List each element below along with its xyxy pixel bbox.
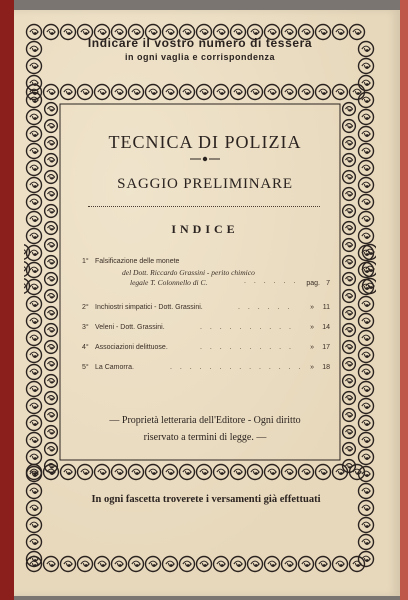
toc-number: 2° bbox=[82, 304, 89, 311]
toc-page: 7 bbox=[326, 280, 330, 287]
toc-number: 4° bbox=[82, 344, 89, 351]
rose-ornament bbox=[45, 307, 58, 320]
rose-ornament bbox=[350, 25, 365, 40]
rose-ornament bbox=[129, 465, 144, 480]
rose-ornament bbox=[343, 239, 356, 252]
rose-ornament bbox=[27, 297, 42, 312]
toc-page: 14 bbox=[322, 324, 330, 331]
rose-ornament bbox=[45, 171, 58, 184]
rose-ornament bbox=[350, 85, 365, 100]
membership-notice-line2: in ogni vaglia e corrispondenza bbox=[124, 52, 276, 62]
rose-ornament bbox=[343, 443, 356, 456]
rose-ornament bbox=[27, 348, 42, 363]
rose-ornament bbox=[78, 85, 93, 100]
rose-ornament bbox=[27, 42, 42, 57]
rose-ornament bbox=[27, 416, 42, 431]
rose-ornament bbox=[343, 290, 356, 303]
rose-ornament bbox=[45, 358, 58, 371]
rose-ornament bbox=[214, 465, 229, 480]
rose-ornament bbox=[343, 273, 356, 286]
rose-ornament bbox=[359, 433, 374, 448]
rose-ornament bbox=[45, 443, 58, 456]
rose-ornament bbox=[163, 85, 178, 100]
page-subtitle: SAGGIO PRELIMINARE bbox=[117, 176, 293, 192]
rose-ornament bbox=[27, 433, 42, 448]
toc-page: 18 bbox=[322, 364, 330, 371]
rose-border bbox=[24, 22, 376, 574]
rose-ornament bbox=[27, 110, 42, 125]
rose-ornament bbox=[27, 535, 42, 550]
rose-ornament bbox=[359, 518, 374, 533]
toc-page-label: » bbox=[310, 324, 314, 331]
toc-number: 5° bbox=[82, 364, 89, 371]
rose-ornament bbox=[343, 409, 356, 422]
rose-ornament bbox=[282, 557, 297, 572]
rose-ornament bbox=[45, 341, 58, 354]
rose-ornament bbox=[95, 465, 110, 480]
rose-ornament bbox=[112, 465, 127, 480]
toc-page-label: pag. bbox=[306, 280, 320, 287]
rose-ornament bbox=[27, 518, 42, 533]
toc-author: del Dott. Riccardo Grassini - perito chimico bbox=[122, 268, 255, 277]
rose-ornament bbox=[359, 144, 374, 159]
rose-ornament bbox=[359, 297, 374, 312]
rose-ornament bbox=[299, 85, 314, 100]
rose-ornament bbox=[359, 161, 374, 176]
rose-ornament bbox=[343, 426, 356, 439]
rose-ornament bbox=[45, 426, 58, 439]
rose-ornament bbox=[112, 85, 127, 100]
rose-ornament bbox=[45, 392, 58, 405]
rose-ornament bbox=[359, 399, 374, 414]
rose-ornament bbox=[45, 103, 58, 116]
rose-ornament bbox=[44, 25, 59, 40]
rose-ornament bbox=[45, 409, 58, 422]
rose-ornament bbox=[359, 501, 374, 516]
title-ornament bbox=[190, 156, 220, 162]
rose-ornament bbox=[282, 85, 297, 100]
rose-ornament bbox=[248, 465, 263, 480]
toc-title: La Camorra. bbox=[95, 364, 134, 371]
rose-ornament bbox=[248, 85, 263, 100]
ornamental-border bbox=[24, 22, 376, 574]
rose-ornament bbox=[214, 85, 229, 100]
rose-ornament bbox=[359, 484, 374, 499]
rose-ornament bbox=[45, 188, 58, 201]
rose-ornament bbox=[78, 557, 93, 572]
rose-ornament bbox=[45, 120, 58, 133]
rose-ornament bbox=[359, 365, 374, 380]
rose-ornament bbox=[343, 256, 356, 269]
toc-number: 3° bbox=[82, 324, 89, 331]
rose-ornament bbox=[359, 331, 374, 346]
toc-title: Falsificazione delle monete bbox=[95, 258, 180, 265]
rose-ornament bbox=[265, 557, 280, 572]
rose-ornament bbox=[343, 188, 356, 201]
toc-page: 11 bbox=[322, 304, 330, 311]
rose-ornament bbox=[27, 229, 42, 244]
rose-ornament bbox=[359, 416, 374, 431]
rose-ornament bbox=[27, 450, 42, 465]
rose-ornament bbox=[180, 85, 195, 100]
toc-leader: . . . . . . bbox=[238, 304, 293, 311]
membership-notice bbox=[60, 36, 340, 62]
rose-ornament bbox=[45, 375, 58, 388]
rose-ornament bbox=[343, 392, 356, 405]
copyright-notice bbox=[74, 412, 336, 446]
rose-ornament bbox=[146, 85, 161, 100]
rose-ornament bbox=[343, 103, 356, 116]
binding-edge bbox=[0, 0, 14, 600]
copyright-line2: riservato a termini di legge. — bbox=[143, 432, 267, 443]
rose-ornament bbox=[45, 205, 58, 218]
rose-ornament bbox=[27, 399, 42, 414]
rose-ornament bbox=[45, 290, 58, 303]
toc-author-note: legale T. Colonnello di C. bbox=[130, 278, 208, 287]
rose-ornament bbox=[180, 557, 195, 572]
rose-ornament bbox=[27, 127, 42, 142]
toc-title: Inchiostri simpatici - Dott. Grassini. bbox=[95, 304, 203, 311]
rose-ornament bbox=[359, 59, 374, 74]
rose-ornament bbox=[359, 552, 374, 567]
rose-ornament bbox=[299, 557, 314, 572]
toc-page-label: » bbox=[310, 364, 314, 371]
toc-title: Veleni - Dott. Grassini. bbox=[95, 324, 165, 331]
rose-ornament bbox=[61, 465, 76, 480]
rose-ornament bbox=[78, 465, 93, 480]
rose-ornament bbox=[129, 85, 144, 100]
toc-leader: . . . . . . bbox=[244, 278, 299, 285]
rose-ornament bbox=[343, 324, 356, 337]
page-title: TECNICA DI POLIZIA bbox=[108, 132, 302, 152]
rose-ornament bbox=[27, 501, 42, 516]
rose-ornament bbox=[95, 557, 110, 572]
membership-notice-line1: Indicare il vostro numero di tessera bbox=[87, 36, 313, 50]
rose-ornament bbox=[45, 273, 58, 286]
toc-leader: . . . . . . . . . . . . . . bbox=[170, 364, 304, 371]
toc-leader: . . . . . . . . . . bbox=[200, 324, 294, 331]
rose-ornament bbox=[343, 307, 356, 320]
rose-ornament bbox=[112, 557, 127, 572]
rose-ornament bbox=[359, 110, 374, 125]
rose-ornament bbox=[343, 171, 356, 184]
rose-ornament bbox=[27, 331, 42, 346]
rose-ornament bbox=[316, 85, 331, 100]
rose-ornament bbox=[95, 85, 110, 100]
rose-ornament bbox=[343, 120, 356, 133]
cover-edge bbox=[400, 0, 408, 600]
rose-ornament bbox=[359, 229, 374, 244]
rose-ornament bbox=[359, 42, 374, 57]
index-heading: INDICE bbox=[171, 222, 239, 236]
toc-title: Associazioni delittuose. bbox=[95, 344, 168, 351]
rose-ornament bbox=[27, 314, 42, 329]
rose-ornament bbox=[265, 465, 280, 480]
toc-page: 17 bbox=[322, 344, 330, 351]
rose-ornament bbox=[333, 465, 348, 480]
rose-ornament bbox=[359, 178, 374, 193]
rose-ornament bbox=[316, 465, 331, 480]
rose-ornament bbox=[359, 348, 374, 363]
toc-leader: . . . . . . . . . . bbox=[200, 344, 294, 351]
rose-ornament bbox=[333, 85, 348, 100]
rose-ornament bbox=[343, 222, 356, 235]
rose-ornament bbox=[197, 465, 212, 480]
rose-ornament bbox=[343, 137, 356, 150]
rose-ornament bbox=[265, 85, 280, 100]
rose-ornament bbox=[27, 484, 42, 499]
rose-ornament bbox=[45, 154, 58, 167]
rose-ornament bbox=[359, 195, 374, 210]
rose-ornament bbox=[231, 465, 246, 480]
rose-ornament bbox=[45, 222, 58, 235]
rose-ornament bbox=[359, 314, 374, 329]
rose-ornament bbox=[180, 465, 195, 480]
rose-ornament bbox=[197, 85, 212, 100]
rose-ornament bbox=[61, 557, 76, 572]
payment-notice: In ogni fascetta troverete i versamenti già effettuati bbox=[91, 494, 321, 505]
rose-ornament bbox=[282, 465, 297, 480]
dotted-divider bbox=[88, 206, 320, 207]
copyright-line1: — Proprietà letteraria dell'Editore - Ogni diritto bbox=[109, 415, 301, 426]
rose-ornament bbox=[146, 465, 161, 480]
rose-ornament bbox=[359, 382, 374, 397]
rose-ornament bbox=[343, 205, 356, 218]
rose-ornament bbox=[316, 557, 331, 572]
rose-ornament bbox=[45, 256, 58, 269]
rose-ornament bbox=[343, 154, 356, 167]
rose-ornament bbox=[163, 557, 178, 572]
rose-ornament bbox=[343, 358, 356, 371]
rose-ornament bbox=[27, 144, 42, 159]
rose-ornament bbox=[27, 178, 42, 193]
rose-ornament bbox=[343, 375, 356, 388]
rose-ornament bbox=[231, 85, 246, 100]
rose-ornament bbox=[359, 127, 374, 142]
toc-page-label: » bbox=[310, 304, 314, 311]
rose-ornament bbox=[27, 161, 42, 176]
rose-ornament bbox=[27, 59, 42, 74]
rose-ornament bbox=[163, 465, 178, 480]
rose-ornament bbox=[359, 535, 374, 550]
rose-ornament bbox=[129, 557, 144, 572]
rose-ornament bbox=[44, 557, 59, 572]
rose-ornament bbox=[359, 212, 374, 227]
rose-ornament bbox=[27, 382, 42, 397]
rose-ornament bbox=[45, 137, 58, 150]
rose-ornament bbox=[45, 239, 58, 252]
rose-ornament bbox=[27, 195, 42, 210]
rose-ornament bbox=[343, 341, 356, 354]
rose-ornament bbox=[61, 85, 76, 100]
rose-ornament bbox=[27, 212, 42, 227]
rose-ornament bbox=[359, 93, 374, 108]
rose-ornament bbox=[231, 557, 246, 572]
rose-ornament bbox=[333, 557, 348, 572]
rose-ornament bbox=[248, 557, 263, 572]
rose-ornament bbox=[299, 465, 314, 480]
toc-number: 1° bbox=[82, 258, 89, 265]
rose-ornament bbox=[27, 365, 42, 380]
rose-ornament bbox=[27, 25, 42, 40]
rose-ornament bbox=[359, 450, 374, 465]
rose-ornament bbox=[197, 557, 212, 572]
rose-ornament bbox=[214, 557, 229, 572]
rose-ornament bbox=[44, 85, 59, 100]
rose-ornament bbox=[359, 76, 374, 91]
rose-ornament bbox=[45, 324, 58, 337]
rose-ornament bbox=[27, 76, 42, 91]
rose-ornament bbox=[146, 557, 161, 572]
toc-page-label: » bbox=[310, 344, 314, 351]
